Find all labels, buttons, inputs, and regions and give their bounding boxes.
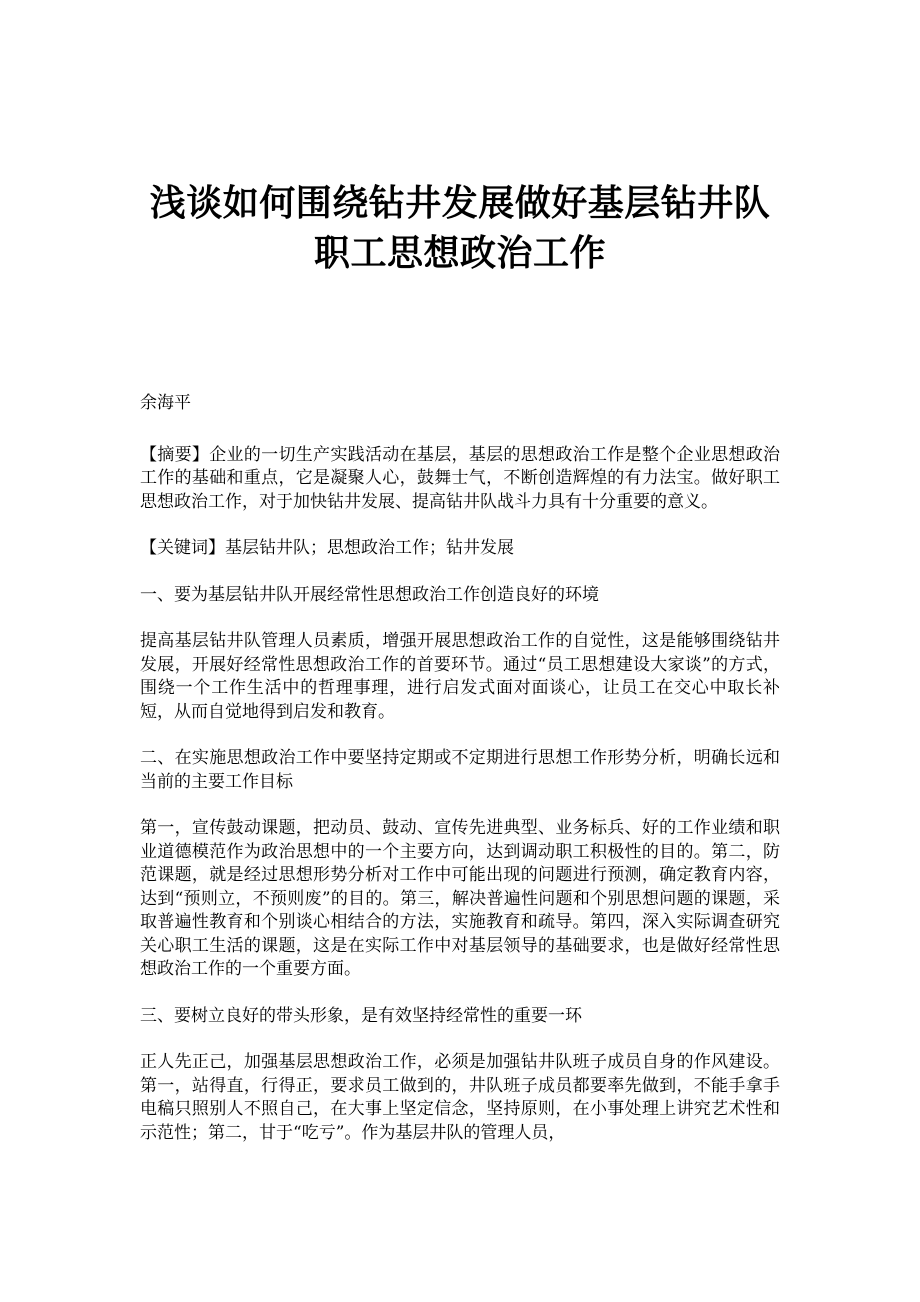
section-body-1: 提高基层钻井队管理人员素质，增强开展思想政治工作的自觉性，这是能够围绕钻井发展，开展好经常性思想政治工作的首要环节。通过“员工思想建设大家谈”的方式，围绕一个工作生活中的哲理事理，进行启发式面对面谈心，让员工在交心中取长补短，从而自觉地得到启发和教育。: [140, 631, 780, 722]
document-body: [140, 392, 780, 1168]
section-body-2: 第一，宣传鼓动课题，把动员、鼓动、宣传先进典型、业务标兵、好的工作业绩和职业道德模范作为政治思想中的一个主要方向，达到调动职工积极性的目的。第二，防范课题，就是经过思想形势分析对工作中可能出现的问题进行预测，确定教育内容，达到“预则立，不预则废”的目的。第三，解决普遍性问题和个别思想问题的课题，采取普遍性教育和个别谈心相结合的方法，实施教育和疏导。第四，深入实际调查研究关心职工生活的课题，这是在实际工作中对基层领导的基础要求，也是做好经常性思想政治工作的一个重要方面。: [140, 818, 780, 979]
author-name: 余海平: [140, 393, 191, 413]
abstract-paragraph: 【摘要】企业的一切生产实践活动在基层，基层的思想政治工作是整个企业思想政治工作的基础和重点，它是凝聚人心，鼓舞士气，不断创造辉煌的有力法宝。做好职工思想政治工作，对于加快钻井发展、提高钻井队战斗力具有十分重要的意义。: [140, 444, 780, 512]
section-heading-1: 一、要为基层钻井队开展经常性思想政治工作创造良好的环境: [140, 584, 599, 605]
document-title: [0, 178, 920, 278]
title-line-2: 职工思想政治工作: [313, 232, 606, 274]
section-body-3: 正人先正己，加强基层思想政治工作，必须是加强钻井队班子成员自身的作风建设。第一，站得直，行得正，要求员工做到的，井队班子成员都要率先做到，不能手拿手电稿只照别人不照自己，在大事上坚定信念，坚持原则，在小事处理上讲究艺术性和示范性；第二，甘于“吃亏”。作为基层井队的管理人员，: [140, 1052, 780, 1143]
section-heading-2: 二、在实施思想政治工作中要坚持定期或不定期进行思想工作形势分析，明确长远和当前的主要工作目标: [140, 748, 780, 792]
title-line-1: 浅谈如何围绕钻井发展做好基层钻井队: [149, 182, 771, 224]
keywords-paragraph: 【关键词】基层钻井队；思想政治工作；钻井发展: [140, 538, 514, 558]
section-heading-3: 三、要树立良好的带头形象，是有效坚持经常性的重要一环: [140, 1005, 582, 1026]
